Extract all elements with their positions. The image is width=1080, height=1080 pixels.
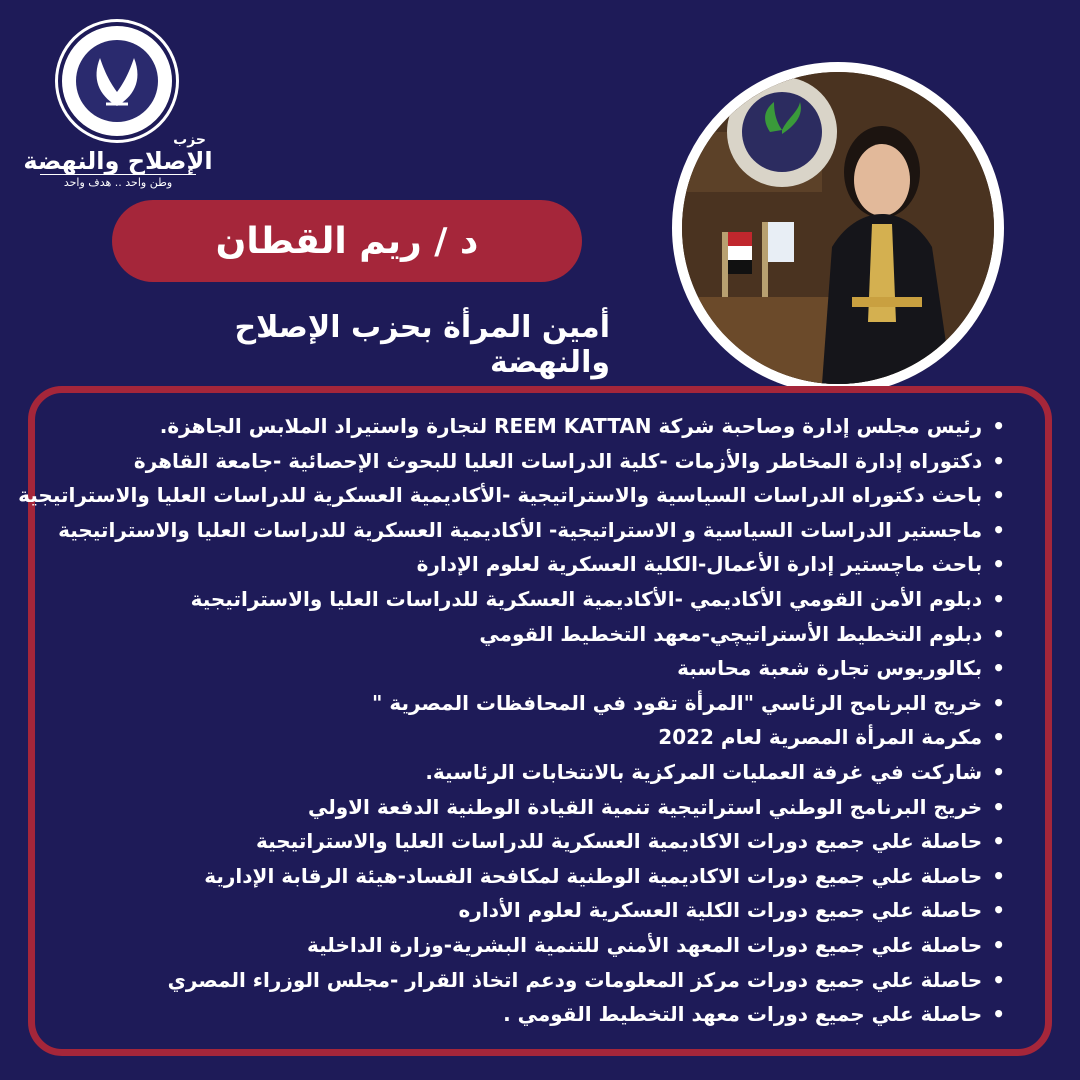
list-item: • حاصلة علي جميع دورات الاكاديمية الوطنية لمكافحة الفساد-هيئة الرقابة الإدارية [65, 859, 1005, 894]
logo-party-name: الإصلاح والنهضة [23, 147, 213, 175]
logo-text [18, 132, 218, 189]
name-banner [112, 200, 582, 282]
bio-list [18, 409, 1005, 1032]
portrait-photo [672, 62, 1004, 394]
leaf-icon [76, 40, 158, 122]
portrait-illustration [682, 72, 994, 384]
list-item: • خريج البرنامج الوطني استراتيجية تنمية القيادة الوطنية الدفعة الاولي [65, 790, 1005, 825]
bio-panel [18, 386, 1052, 1056]
logo-party-small: حزب [173, 132, 206, 148]
list-item: • دكتوراه إدارة المخاطر والأزمات -كلية الدراسات العليا للبحوث الإحصائية -جامعة القاهرة [65, 444, 1005, 479]
list-item: • دبلوم التخطيط الأستراتيچي-معهد التخطيط القومي [65, 617, 1005, 652]
party-emblem-icon [58, 22, 176, 140]
list-item: • حاصلة علي جميع دورات المعهد الأمني للتنمية البشرية-وزارة الداخلية [65, 928, 1005, 963]
list-item: • حاصلة علي جميع دورات معهد التخطيط القومي . [65, 997, 1005, 1032]
list-item: • بكالوريوس تجارة شعبة محاسبة [65, 651, 1005, 686]
emblem-inner [76, 40, 158, 122]
list-item: • مكرمة المرأة المصرية لعام 2022 [65, 720, 1005, 755]
person-name: د / ريم القطان [215, 220, 479, 262]
list-item: • باحث ماچستير إدارة الأعمال-الكلية العسكرية لعلوم الإدارة [65, 547, 1005, 582]
list-item: • دبلوم الأمن القومي الأكاديمي -الأكاديمية العسكرية للدراسات العليا والاستراتيجية [65, 582, 1005, 617]
person-title: أمين المرأة بحزب الإصلاح والنهضة [234, 310, 610, 380]
list-item: • حاصلة علي جميع دورات الكلية العسكرية لعلوم الأداره [65, 893, 1005, 928]
list-item: • حاصلة علي جميع دورات مركز المعلومات ودعم اتخاذ القرار -مجلس الوزراء المصري [65, 963, 1005, 998]
list-item: • حاصلة علي جميع دورات الاكاديمية العسكرية للدراسات العليا والاستراتيجية [65, 824, 1005, 859]
party-logo [18, 22, 218, 189]
logo-slogan: وطن واحد .. هدف واحد [40, 174, 196, 189]
list-item: • ماجستير الدراسات السياسية و الاستراتيجية- الأكاديمية العسكرية للدراسات العليا والاستراتيجية [65, 513, 1005, 548]
list-item: • باحث دكتوراه الدراسات السياسية والاستراتيجية -الأكاديمية العسكرية للدراسات العليا والاستراتيجية [65, 478, 1005, 513]
list-item: • شاركت في غرفة العمليات المركزية بالانتخابات الرئاسية. [65, 755, 1005, 790]
list-item: • رئيس مجلس إدارة وصاحبة شركة REEM KATTAN لتجارة واستيراد الملابس الجاهزة. [65, 409, 1005, 444]
list-item: • خريج البرنامج الرئاسي "المرأة تقود في المحافظات المصرية " [65, 686, 1005, 721]
